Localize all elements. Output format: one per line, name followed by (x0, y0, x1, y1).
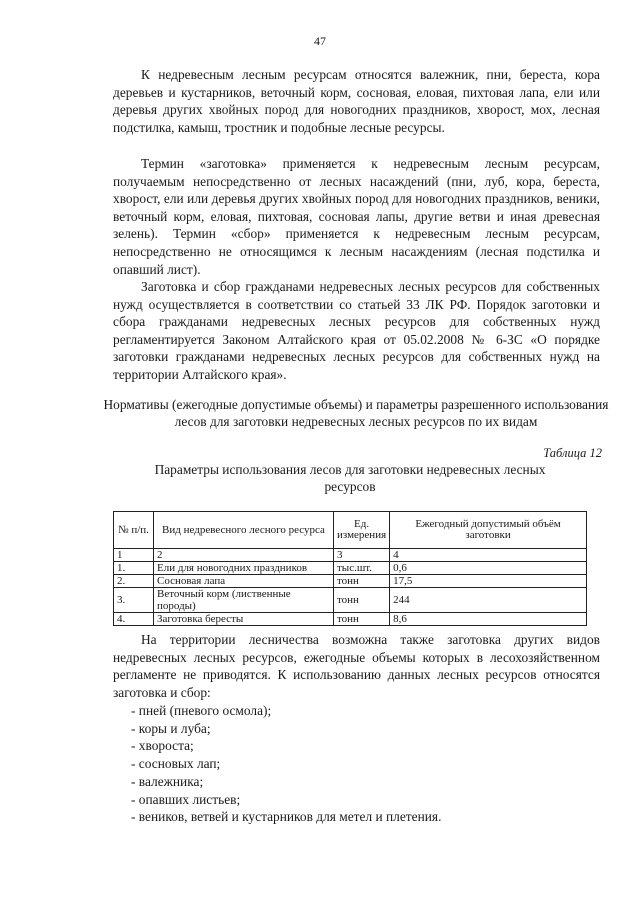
list-item: - пней (пневого осмола); (131, 703, 272, 718)
list-item: - опавших листьев; (131, 791, 241, 807)
table-cell: Заготовка бересты (154, 613, 334, 626)
table-cell: Сосновая лапа (154, 575, 334, 588)
header-cell: Вид недревесного лесного ресурса (154, 512, 334, 549)
table-cell: 4. (114, 613, 154, 626)
table-header-row (114, 512, 587, 549)
table-cell: тонн (334, 613, 390, 626)
table-cell: 17,5 (390, 575, 587, 588)
table-cell: 8,6 (390, 613, 587, 626)
section-heading: Нормативы (ежегодные допустимые объемы) и параметры разрешенного использования лесов для заготовки недревесных лесных ресурсов по их видам (103, 397, 609, 429)
table-cell: 2 (154, 549, 334, 562)
resource-table (113, 511, 587, 626)
paragraph: Заготовка и сбор гражданами недревесных лесных ресурсов для собственных нужд осуществляется в соответствии со статьей 33 ЛК РФ. Порядок заготовки и сбора гражданами недревесных лесных ресурсов для собственных нужд регламентируется Законом Алтайского края от 05.02.2008 № 6-ЗС «О порядке заготовки гражданами недревесных лесных ресурсов для собственных нужд на территории Алтайского края». (113, 279, 600, 382)
table-title: Параметры использования лесов для заготовки недревесных лесных ресурсов (154, 462, 546, 494)
table-cell: 3 (334, 549, 390, 562)
table-cell: 2. (114, 575, 154, 588)
table-cell: 244 (390, 588, 587, 613)
table-row (114, 562, 587, 575)
table-cell: тонн (334, 588, 390, 613)
table-cell: Веточный корм (лиственные породы) (154, 588, 334, 613)
header-cell: Ед. измерения (334, 512, 390, 549)
header-cell: Ежегодный допустимый объём заготовки (390, 512, 587, 549)
table-cell: 1 (114, 549, 154, 562)
list-item: - сосновых лап; (131, 756, 221, 772)
table-cell: Ели для новогодних праздников (154, 562, 334, 575)
table-row (114, 575, 587, 588)
list-item: - валежника; (131, 773, 204, 789)
list-item: - хвороста; (131, 738, 194, 754)
list-item: - веников, ветвей и кустарников для метел и плетения. (131, 809, 442, 825)
paragraph: На территории лесничества возможна также заготовка других видов недревесных лесных ресурсов, ежегодные объемы которых в лесохозяйственном регламенте не приводятся. К использованию данных лесных ресурсов относятся заготовка и сбор: (113, 632, 600, 700)
table-cell: тонн (334, 575, 390, 588)
header-cell: № п/п. (114, 512, 154, 549)
table-cell: 3. (114, 588, 154, 613)
table-cell: 1. (114, 562, 154, 575)
page-number: 47 (314, 34, 326, 48)
table-row (114, 549, 587, 562)
list-item: - коры и луба; (131, 720, 211, 736)
table-label: Таблица 12 (543, 446, 602, 460)
resource-list (131, 702, 441, 826)
table-row (114, 613, 587, 626)
table-cell: 0,6 (390, 562, 587, 575)
table-cell: 4 (390, 549, 587, 562)
table-cell: тыс.шт. (334, 562, 390, 575)
table-row (114, 588, 587, 613)
paragraph: К недревесным лесным ресурсам относятся валежник, пни, береста, кора деревьев и кустарников, веточный корм, сосновая, еловая, пихтовая лапа, ели или деревья других хвойных пород для новогодних праздников, хворост, мох, лесная подстилка, камыш, тростник и подобные лесные ресурсы. (113, 67, 600, 135)
paragraph: Термин «заготовка» применяется к недревесным лесным ресурсам, получаемым непосредственно от лесных насаждений (пни, луб, кора, береста, хворост, ели или деревья других хвойных пород для новогодних праздников, веники, веточный корм, еловая, пихтовая, сосновая лапы, другие ветви и иная древесная зелень). Термин «сбор» применяется к недревесным лесным ресурсам, непосредственно не относящимся к лесным насаждениям (лесная подстилка и опавший лист). (113, 156, 600, 277)
